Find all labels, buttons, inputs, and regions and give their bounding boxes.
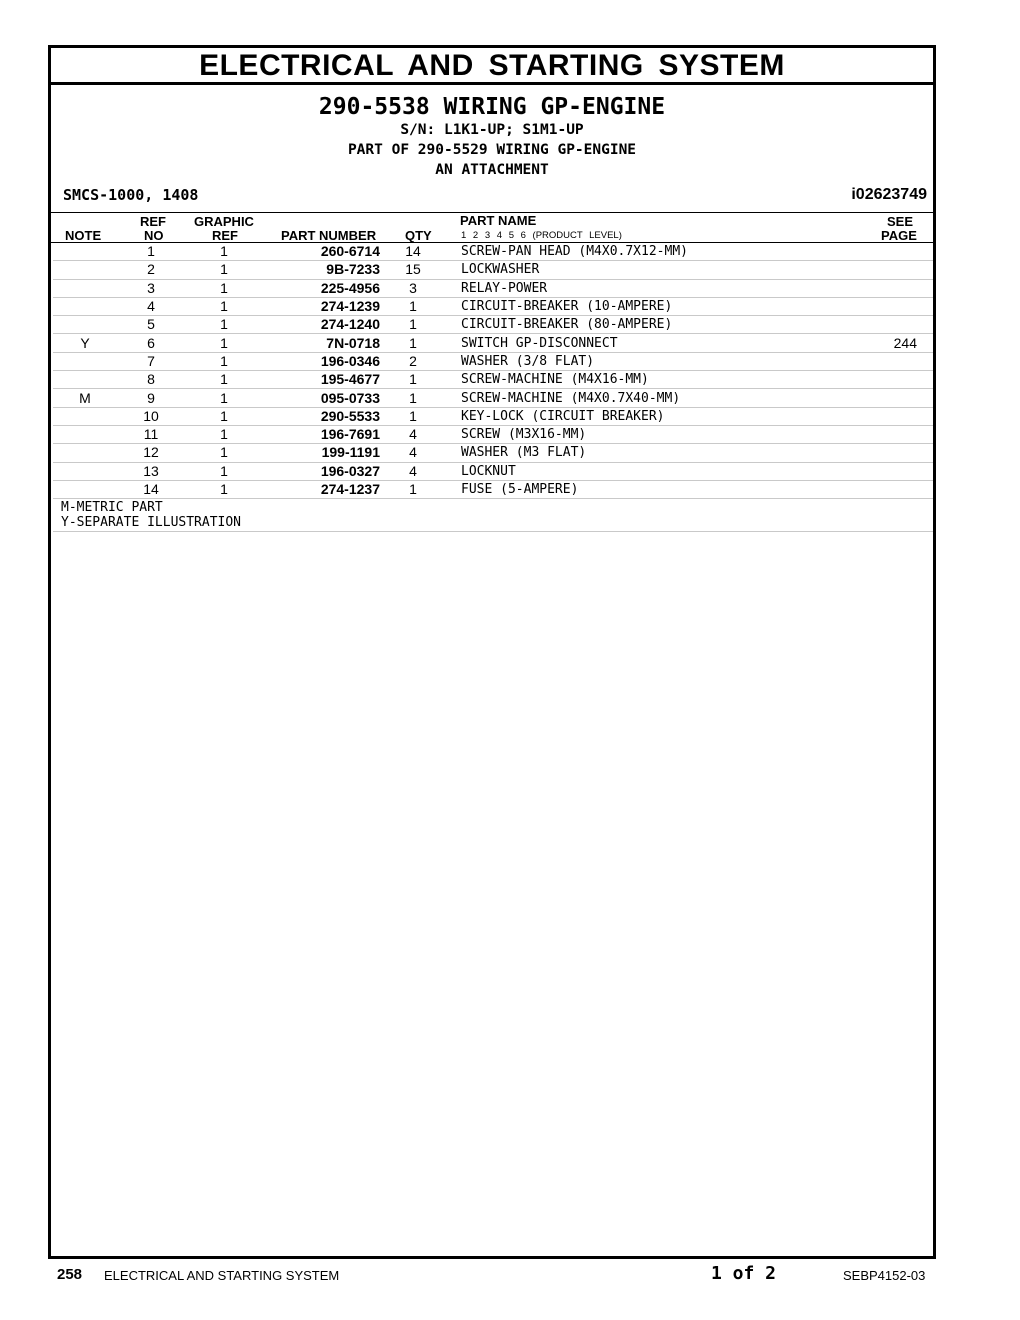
graphic-ref-cell: 1 [185, 279, 263, 297]
col-graphic-bottom: REF [212, 228, 238, 243]
see-page-cell [857, 407, 933, 425]
col-graphic-top: GRAPHIC [194, 214, 254, 229]
see-page-cell [857, 297, 933, 315]
qty-cell: 1 [389, 316, 437, 334]
part-name-cell: KEY-LOCK (CIRCUIT BREAKER) [437, 407, 857, 425]
part-name-cell: WASHER (3/8 FLAT) [437, 352, 857, 370]
footer-section: ELECTRICAL AND STARTING SYSTEM [104, 1268, 340, 1283]
table-row [53, 462, 933, 480]
table-row [53, 407, 933, 425]
parts-table [53, 243, 933, 499]
footer-page-number: 258 [57, 1266, 83, 1283]
footer-sheet: 1 of 2 [711, 1263, 777, 1284]
graphic-ref-cell: 1 [185, 243, 263, 261]
graphic-ref-cell: 1 [185, 462, 263, 480]
table-row [53, 261, 933, 279]
qty-cell: 4 [389, 462, 437, 480]
illustration-id: i02623749 [851, 186, 927, 203]
note-cell [53, 425, 117, 443]
col-ref-bottom: NO [144, 228, 164, 243]
note-cell [53, 243, 117, 261]
part-number-cell: 290-5533 [263, 407, 389, 425]
serial-range: S/N: L1K1-UP; S1M1-UP [400, 122, 584, 138]
part-name-cell: SCREW-PAN HEAD (M4X0.7X12-MM) [437, 243, 857, 261]
qty-cell: 2 [389, 352, 437, 370]
graphic-ref-cell: 1 [185, 480, 263, 498]
ref-no-cell: 3 [117, 279, 185, 297]
graphic-ref-cell: 1 [185, 334, 263, 352]
qty-cell: 1 [389, 480, 437, 498]
table-row [53, 371, 933, 389]
part-name-cell: RELAY-POWER [437, 279, 857, 297]
see-page-cell [857, 444, 933, 462]
graphic-ref-cell: 1 [185, 297, 263, 315]
part-name-cell: LOCKWASHER [437, 261, 857, 279]
part-name-cell: LOCKNUT [437, 462, 857, 480]
col-part-name: PART NAME [460, 213, 537, 228]
graphic-ref-cell: 1 [185, 261, 263, 279]
qty-cell: 4 [389, 425, 437, 443]
note-cell [53, 316, 117, 334]
note-metric: M-METRIC PART [61, 500, 163, 516]
part-number-cell: 195-4677 [263, 371, 389, 389]
ref-no-cell: 11 [117, 425, 185, 443]
note-cell [53, 279, 117, 297]
ref-no-cell: 5 [117, 316, 185, 334]
note-cell [53, 371, 117, 389]
qty-cell: 4 [389, 444, 437, 462]
graphic-ref-cell: 1 [185, 407, 263, 425]
see-page-cell [857, 243, 933, 261]
table-row [53, 243, 933, 261]
part-number-cell: 196-0346 [263, 352, 389, 370]
table-row [53, 334, 933, 352]
part-number-cell: 7N-0718 [263, 334, 389, 352]
table-row [53, 480, 933, 498]
part-number-cell: 196-7691 [263, 425, 389, 443]
note-separate-illustration: Y-SEPARATE ILLUSTRATION [61, 515, 242, 531]
qty-cell: 15 [389, 261, 437, 279]
see-page-cell: 244 [857, 334, 933, 352]
smcs-row [51, 184, 933, 213]
table-row [53, 316, 933, 334]
table-row [53, 425, 933, 443]
ref-no-cell: 14 [117, 480, 185, 498]
col-note: NOTE [65, 228, 102, 243]
qty-cell: 3 [389, 279, 437, 297]
note-cell [53, 352, 117, 370]
graphic-ref-cell: 1 [185, 389, 263, 407]
column-headers [51, 213, 933, 243]
ref-no-cell: 9 [117, 389, 185, 407]
page-frame [48, 45, 936, 1259]
part-number-cell: 199-1191 [263, 444, 389, 462]
part-number-cell: 260-6714 [263, 243, 389, 261]
part-name-cell: CIRCUIT-BREAKER (80-AMPERE) [437, 316, 857, 334]
graphic-ref-cell: 1 [185, 371, 263, 389]
footer-doc-id: SEBP4152-03 [843, 1268, 926, 1283]
graphic-ref-cell: 1 [185, 444, 263, 462]
qty-cell: 1 [389, 334, 437, 352]
ref-no-cell: 13 [117, 462, 185, 480]
group-header [51, 94, 933, 180]
note-cell [53, 297, 117, 315]
col-see-bottom: PAGE [881, 228, 917, 243]
part-number-cell: 196-0327 [263, 462, 389, 480]
table-row [53, 297, 933, 315]
see-page-cell [857, 389, 933, 407]
ref-no-cell: 4 [117, 297, 185, 315]
see-page-cell [857, 352, 933, 370]
attachment-line: AN ATTACHMENT [435, 162, 549, 178]
see-page-cell [857, 279, 933, 297]
note-cell [53, 480, 117, 498]
note-cell [53, 261, 117, 279]
ref-no-cell: 12 [117, 444, 185, 462]
section-title: ELECTRICAL AND STARTING SYSTEM [51, 48, 933, 85]
see-page-cell [857, 371, 933, 389]
note-cell [53, 444, 117, 462]
note-cell [53, 407, 117, 425]
table-row [53, 352, 933, 370]
part-number-cell: 225-4956 [263, 279, 389, 297]
graphic-ref-cell: 1 [185, 425, 263, 443]
ref-no-cell: 8 [117, 371, 185, 389]
note-cell: M [53, 389, 117, 407]
table-row [53, 444, 933, 462]
qty-cell: 1 [389, 371, 437, 389]
part-number-cell: 274-1237 [263, 480, 389, 498]
part-name-cell: CIRCUIT-BREAKER (10-AMPERE) [437, 297, 857, 315]
qty-cell: 1 [389, 407, 437, 425]
group-title: 290-5538 WIRING GP-ENGINE [318, 94, 666, 120]
part-number-cell: 095-0733 [263, 389, 389, 407]
smcs-code: SMCS-1000, 1408 [63, 186, 199, 204]
ref-no-cell: 1 [117, 243, 185, 261]
note-cell: Y [53, 334, 117, 352]
part-name-cell: SWITCH GP-DISCONNECT [437, 334, 857, 352]
part-name-cell: WASHER (M3 FLAT) [437, 444, 857, 462]
part-name-cell: SCREW-MACHINE (M4X0.7X40-MM) [437, 389, 857, 407]
part-number-cell: 274-1240 [263, 316, 389, 334]
ref-no-cell: 7 [117, 352, 185, 370]
see-page-cell [857, 480, 933, 498]
note-cell [53, 462, 117, 480]
ref-no-cell: 10 [117, 407, 185, 425]
part-number-cell: 9B-7233 [263, 261, 389, 279]
col-ref-top: REF [140, 214, 166, 229]
ref-no-cell: 6 [117, 334, 185, 352]
page-footer [0, 1263, 1020, 1286]
qty-cell: 14 [389, 243, 437, 261]
part-of-line: PART OF 290-5529 WIRING GP-ENGINE [347, 142, 637, 158]
qty-cell: 1 [389, 297, 437, 315]
see-page-cell [857, 316, 933, 334]
part-name-cell: FUSE (5-AMPERE) [437, 480, 857, 498]
col-see-top: SEE [887, 214, 914, 229]
see-page-cell [857, 425, 933, 443]
graphic-ref-cell: 1 [185, 316, 263, 334]
col-part-number: PART NUMBER [281, 228, 377, 243]
table-row [53, 389, 933, 407]
table-row [53, 279, 933, 297]
col-product-levels: 1 2 3 4 5 6 (PRODUCT LEVEL) [461, 230, 622, 241]
see-page-cell [857, 261, 933, 279]
notes-section [53, 499, 933, 532]
part-name-cell: SCREW-MACHINE (M4X16-MM) [437, 371, 857, 389]
see-page-cell [857, 462, 933, 480]
ref-no-cell: 2 [117, 261, 185, 279]
part-name-cell: SCREW (M3X16-MM) [437, 425, 857, 443]
col-qty: QTY [405, 228, 432, 243]
part-number-cell: 274-1239 [263, 297, 389, 315]
graphic-ref-cell: 1 [185, 352, 263, 370]
qty-cell: 1 [389, 389, 437, 407]
